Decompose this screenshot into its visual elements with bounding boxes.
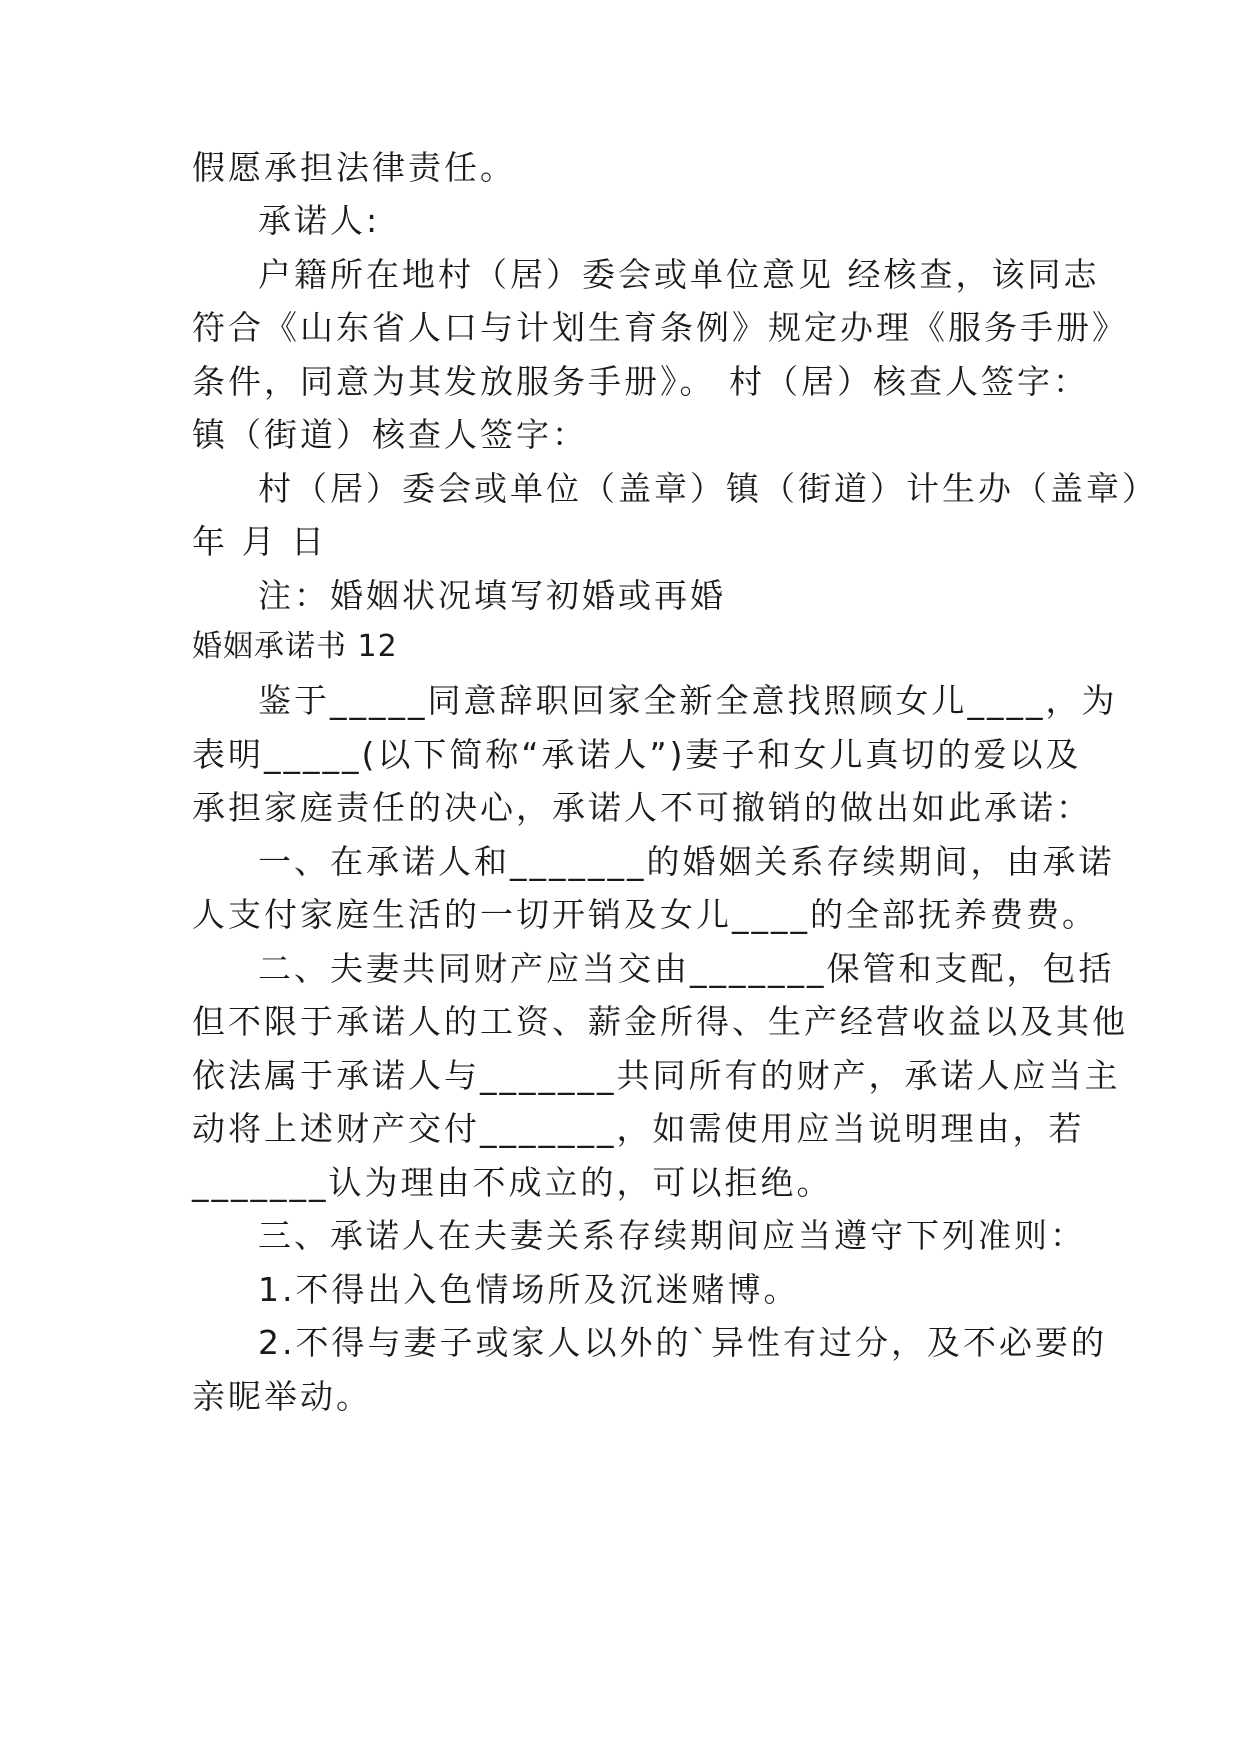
text-line: 三、承诺人在夫妻关系存续期间应当遵守下列准则： bbox=[258, 1216, 1086, 1255]
text-line: 2.不得与妻子或家人以外的`异性有过分，及不必要的 bbox=[258, 1323, 1107, 1362]
text-line: 承诺人: bbox=[258, 201, 381, 240]
text-line: 村（居）委会或单位（盖章）镇（街道）计生办（盖章） bbox=[258, 469, 1158, 508]
text-line: 一、在承诺人和_______的婚姻关系存续期间，由承诺 bbox=[258, 842, 1115, 881]
text-line: 1.不得出入色情场所及沉迷赌博。 bbox=[258, 1270, 800, 1309]
text-line: _______认为理由不成立的，可以拒绝。 bbox=[192, 1163, 833, 1202]
text-line: 年 月 日 bbox=[192, 522, 327, 561]
text-line: 二、夫妻共同财产应当交由_______保管和支配，包括 bbox=[258, 949, 1115, 988]
text-line: 条件，同意为其发放服务手册》。 村（居）核查人签字： bbox=[192, 362, 1089, 401]
text-line: 户籍所在地村（居）委会或单位意见 经核查，该同志 bbox=[258, 255, 1100, 294]
text-line: 亲昵举动。 bbox=[192, 1377, 372, 1416]
text-line: 注：婚姻状况填写初婚或再婚 bbox=[258, 576, 726, 615]
section-heading: 婚姻承诺书 12 bbox=[192, 629, 398, 664]
text-line: 承担家庭责任的决心，承诺人不可撤销的做出如此承诺： bbox=[192, 788, 1092, 827]
text-line: 人支付家庭生活的一切开销及女儿____的全部抚养费费。 bbox=[192, 895, 1098, 934]
text-line: 假愿承担法律责任。 bbox=[192, 148, 516, 187]
text-line: 表明_____(以下简称“承诺人”)妻子和女儿真切的爱以及 bbox=[192, 735, 1082, 774]
text-line: 鉴于_____同意辞职回家全新全意找照顾女儿____，为 bbox=[258, 681, 1118, 720]
text-line: 符合《山东省人口与计划生育条例》规定办理《服务手册》 bbox=[192, 308, 1128, 347]
text-line: 镇（街道）核查人签字： bbox=[192, 415, 588, 454]
text-line: 动将上述财产交付_______，如需使用应当说明理由，若 bbox=[192, 1109, 1085, 1148]
text-line: 但不限于承诺人的工资、薪金所得、生产经营收益以及其他 bbox=[192, 1002, 1128, 1041]
text-line: 依法属于承诺人与_______共同所有的财产，承诺人应当主 bbox=[192, 1056, 1121, 1095]
